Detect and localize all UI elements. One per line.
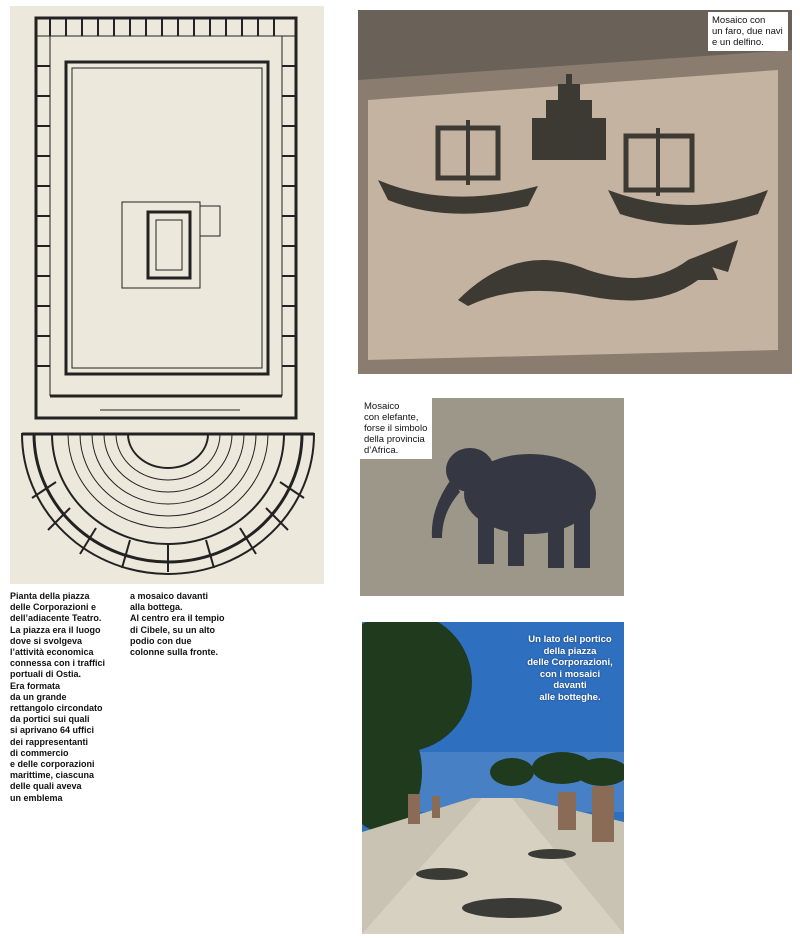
mosaic-lighthouse-illustration (358, 10, 792, 374)
portico-caption: Un lato del portico della piazza delle Corporazioni, con i mosaici davanti alle botteghe. (527, 634, 613, 703)
mosaic-elephant-caption: Mosaico con elefante, forse il simbolo della provincia d’Africa. (360, 398, 432, 459)
mosaic-lighthouse-caption: Mosaico con un faro, due navi e un delfino. (708, 12, 788, 51)
mosaic-elephant-photo (360, 398, 624, 596)
site-plan-drawing (10, 6, 324, 584)
mosaic-lighthouse-photo (358, 10, 792, 374)
plan-caption-left: Pianta della piazza delle Corporazioni e dell’adiacente Teatro. La piazza era il luogo dove si svolgeva l’attività economica connessa con i traffici portuali di Ostia. Era formata da un grande rettangolo circondato da portici sui quali si aprivano 64 uffici dei rappresentanti di commercio e delle corporazioni marittime, ciascuna delle quali aveva un emblema (10, 591, 106, 803)
plan-panel (10, 6, 324, 584)
portico-photo (362, 622, 624, 934)
plan-caption-right: a mosaico davanti alla bottega. Al centro era il tempio di Cibele, su un alto podio con due colonne sulla fronte. (130, 591, 225, 658)
